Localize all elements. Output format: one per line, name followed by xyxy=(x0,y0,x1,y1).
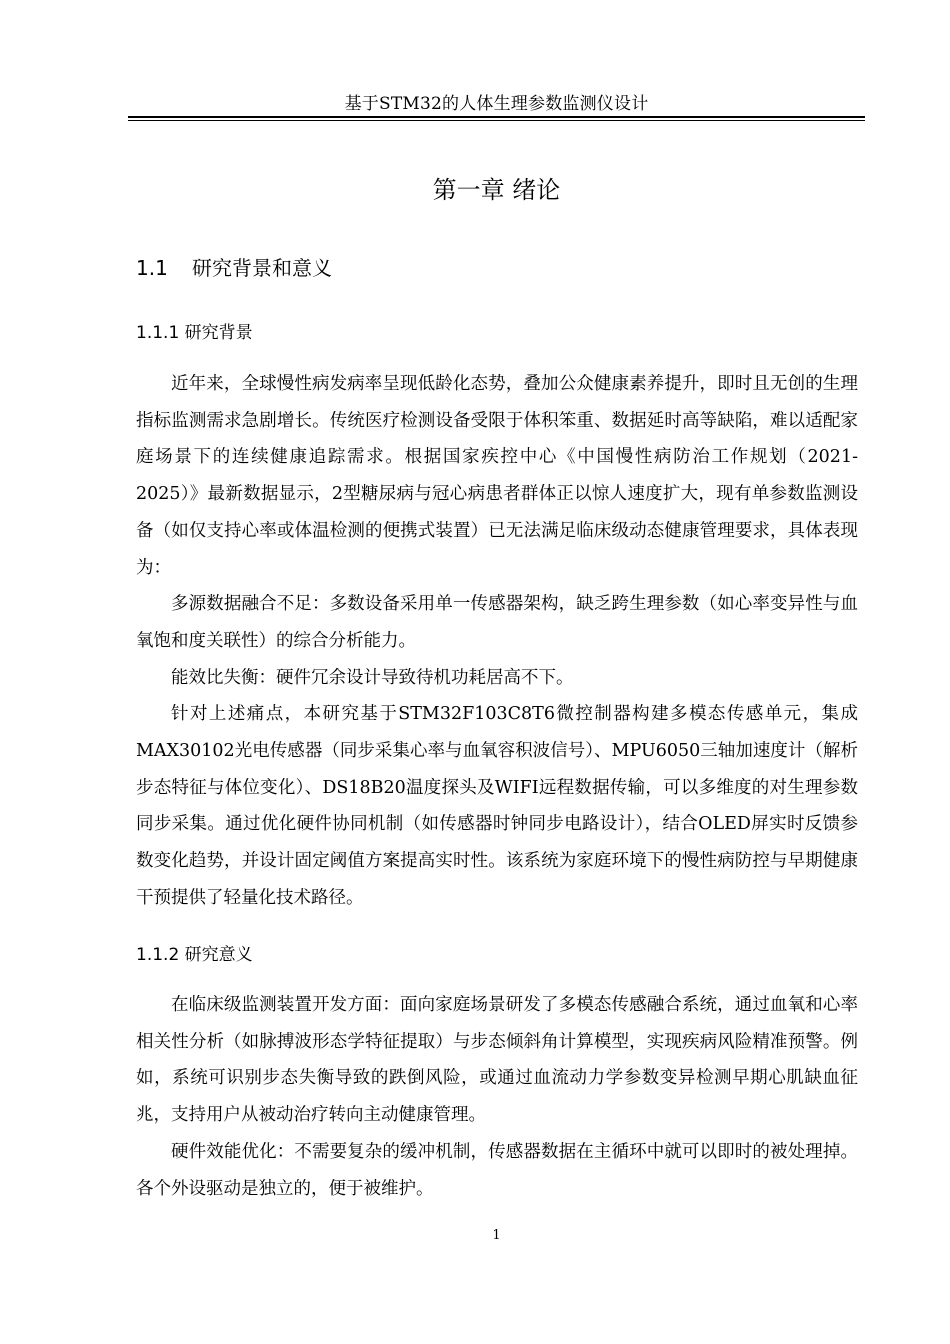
section-title: 研究背景和意义 xyxy=(192,256,332,280)
header-rule-thick xyxy=(128,116,865,118)
paragraph: 针对上述痛点，本研究基于STM32F103C8T6微控制器构建多模态传感单元，集成MAX30102光电传感器（同步采集心率与血氧容积波信号）、MPU6050三轴加速度计（解析步态特征与体位变化）、DS18B20温度探头及WIFI远程数据传输，可以多维度的对生理参数同步采集。通过优化硬件协同机制（如传感器时钟同步电路设计），结合OLED屏实时反馈参数变化趋势，并设计固定阈值方案提高实时性。该系统为家庭环境下的慢性病防控与早期健康干预提供了轻量化技术路径。 xyxy=(136,704,858,908)
page-number: 1 xyxy=(492,1228,501,1243)
subsection-heading-significance: 1.1.2 研究意义 xyxy=(136,945,253,965)
running-header: 基于STM32的人体生理参数监测仪设计 xyxy=(344,94,649,114)
subsection-heading-background: 1.1.1 研究背景 xyxy=(136,323,253,343)
section-number: 1.1 xyxy=(136,256,168,280)
paragraph: 能效比失衡：硬件冗余设计导致待机功耗居高不下。 xyxy=(171,667,574,688)
paragraph: 近年来，全球慢性病发病率呈现低龄化态势，叠加公众健康素养提升，即时且无创的生理指标监测需求急剧增长。传统医疗检测设备受限于体积笨重、数据延时高等缺陷，难以适配家庭场景下的连续健康追踪需求。根据国家疾控中心《中国慢性病防治工作规划（2021-2025）》最新数据显示，2型糖尿病与冠心病患者群体正以惊人速度扩大，现有单参数监测设备（如仅支持心率或体温检测的便携式装置）已无法满足临床级动态健康管理要求，具体表现为： xyxy=(136,374,858,578)
background-body xyxy=(136,366,858,917)
paragraph: 硬件效能优化：不需要复杂的缓冲机制，传感器数据在主循环中就可以即时的被处理掉。各个外设驱动是独立的，便于被维护。 xyxy=(136,1141,858,1199)
significance-body xyxy=(136,987,858,1207)
paragraph: 多源数据融合不足：多数设备采用单一传感器架构，缺乏跨生理参数（如心率变异性与血氧饱和度关联性）的综合分析能力。 xyxy=(136,594,858,651)
paragraph: 在临床级监测装置开发方面：面向家庭场景研发了多模态传感融合系统，通过血氧和心率相关性分析（如脉搏波形态学特征提取）与步态倾斜角计算模型，实现疾病风险精准预警。例如，系统可识别步态失衡导致的跌倒风险，或通过血流动力学参数变异检测早期心肌缺血征兆，支持用户从被动治疗转向主动健康管理。 xyxy=(136,995,858,1126)
chapter-title: 第一章 绪论 xyxy=(432,176,561,204)
header-rule-thin xyxy=(128,120,865,121)
section-heading xyxy=(136,254,332,282)
